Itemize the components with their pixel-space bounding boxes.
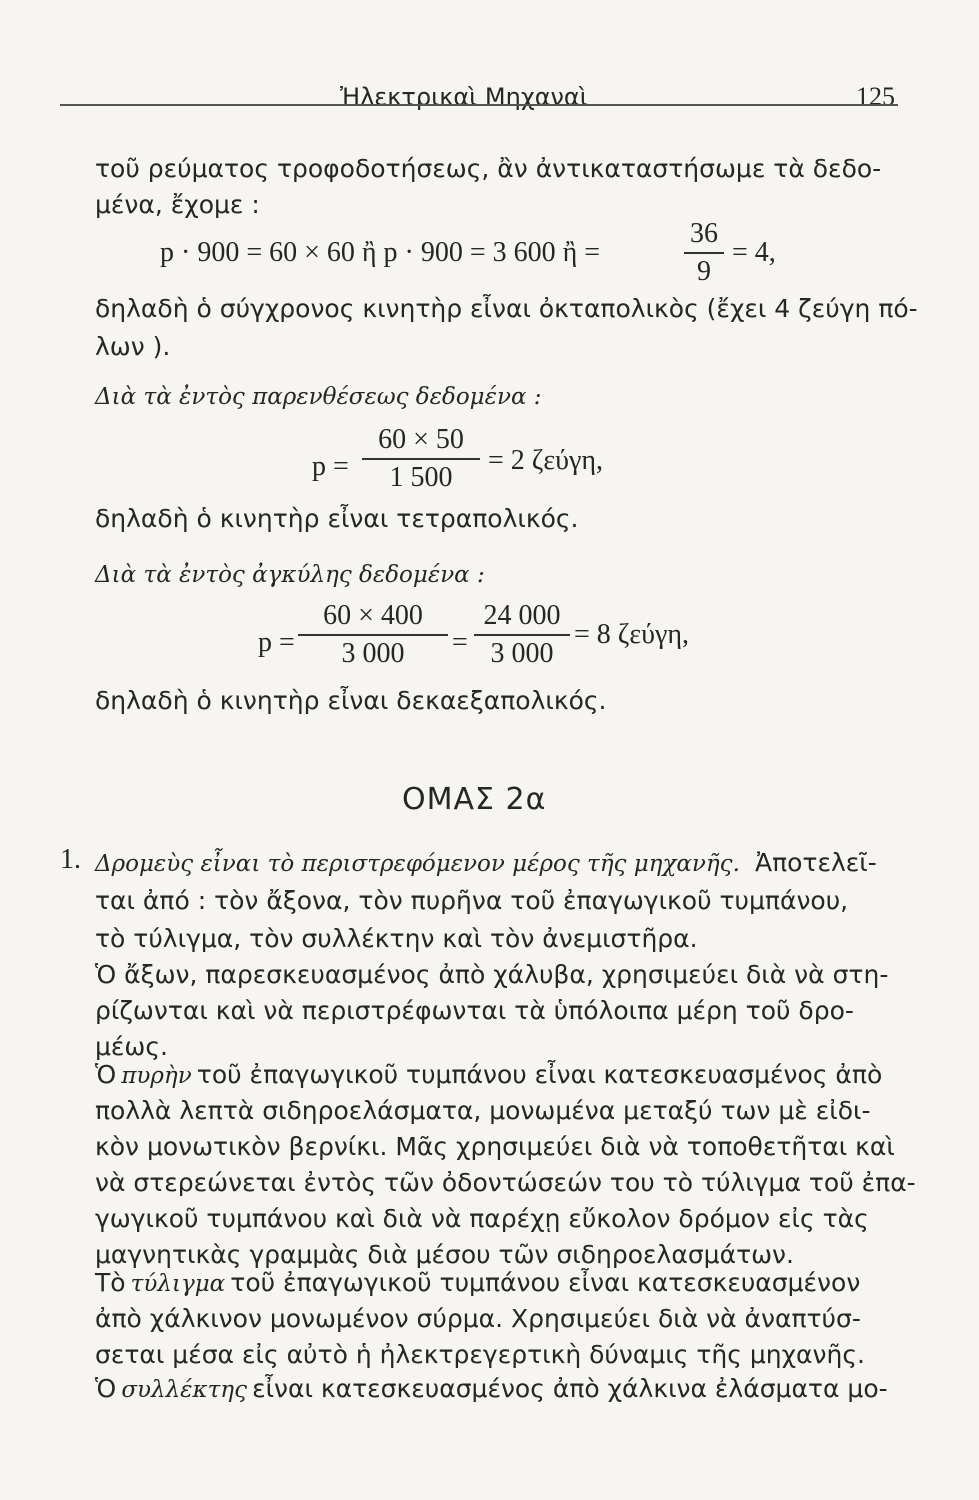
text-line: δηλαδὴ ὁ κινητὴρ εἶναι δεκαεξαπολικός. [95, 686, 607, 715]
text-line: ἀπὸ χάλκινον μονωμένον σύρμα. Χρησιμεύει διὰ νὰ ἀναπτύσ- [95, 1304, 861, 1333]
text-line: δηλαδὴ ὁ κινητὴρ εἶναι τετραπολικός. [95, 504, 579, 533]
section-intro: Διὰ τὰ ἐντὸς ἀγκύλης δεδομένα : [95, 562, 485, 588]
fraction-bar [684, 252, 724, 254]
text-span: εἶναι κατεσκευασμένος ἀπὸ χάλκινα ἐλάσματα μο- [252, 1374, 888, 1403]
text-line: γωγικοῦ τυμπάνου καὶ διὰ νὰ παρέχῃ εὔκολον δρόμον εἰς τὰς [95, 1204, 869, 1233]
text-line: σεται μέσα εἰς αὐτὸ ἡ ἠλεκτρεγερτικὴ δύναμις τῆς μηχανῆς. [95, 1340, 865, 1369]
text-line: δηλαδὴ ὁ σύγχρονος κινητὴρ εἶναι ὀκταπολικὸς (ἔχει 4 ζεύγη πό- [95, 294, 918, 323]
text-span: τοῦ ἐπαγωγικοῦ τυμπάνου εἶναι κατεσκευασμένον [230, 1268, 861, 1297]
text-line: τοῦ ρεύματος τροφοδοτήσεως, ἂν ἀντικαταστήσωμε τὰ δεδο- [95, 154, 882, 183]
text-line: μένα, ἔχομε : [95, 190, 260, 219]
fraction-bar [474, 634, 570, 636]
fraction-bar [362, 458, 480, 460]
running-header-title: Ἠλεκτρικαὶ Μηχαναὶ [340, 83, 588, 111]
paragraph-first-line [95, 1056, 882, 1094]
text-span: Ὁ [95, 1060, 117, 1089]
item-number: 1. [60, 844, 81, 875]
paragraph-first-line [95, 1370, 888, 1408]
term-definition-italic: Δρομεὺς εἶναι τὸ περιστρεφόμενον μέρος τῆς μηχανῆς. [95, 851, 740, 877]
text-line: νὰ στερεώνεται ἐντὸς τῶν ὀδοντώσεών του τὸ τύλιγμα τοῦ ἐπα- [95, 1168, 916, 1197]
text-line: ρίζωνται καὶ νὰ περιστρέφωνται τὰ ὑπόλοιπα μέρη τοῦ δρο- [95, 996, 854, 1025]
equation-1-result: = 4, [732, 237, 776, 268]
fraction-denominator: 3 000 [341, 638, 405, 669]
paragraph-first-line [95, 1264, 860, 1302]
fraction-numerator: 36 [690, 218, 718, 249]
section-intro: Διὰ τὰ ἐντὸς παρενθέσεως δεδομένα : [95, 384, 542, 410]
fraction-denominator: 3 000 [490, 638, 554, 669]
text-line: κὸν μονωτικὸν βερνίκι. Μᾶς χρησιμεύει διὰ νὰ τοποθετῆται καὶ [95, 1132, 895, 1161]
text-span: Ὁ [95, 1374, 117, 1403]
term-italic: συλλέκτης [121, 1377, 247, 1403]
text-line: μαγνητικὰς γραμμὰς διὰ μέσου τῶν σιδηροελασμάτων. [95, 1240, 794, 1269]
equation-3-fraction-1 [298, 600, 448, 670]
fraction-bar [298, 634, 448, 636]
fraction-numerator: 60 × 50 [378, 424, 464, 455]
page-number: 125 [856, 82, 895, 111]
item-first-line [95, 844, 877, 882]
term-italic: πυρὴν [121, 1063, 192, 1089]
text-span: Τὸ [95, 1268, 126, 1297]
text-line: λων ). [95, 332, 171, 361]
fraction-numerator: 24 000 [483, 600, 561, 631]
equation-3-equals: = [452, 627, 468, 658]
fraction-denominator: 9 [697, 256, 711, 287]
text-line: μέως. [95, 1032, 168, 1061]
equation-3-lhs: p = [258, 627, 295, 658]
fraction-numerator: 60 × 400 [323, 600, 423, 631]
text-span: τοῦ ἐπαγωγικοῦ τυμπάνου εἶναι κατεσκευασμένος ἀπὸ [196, 1060, 883, 1089]
equation-2-result: = 2 ζεύγη, [488, 445, 604, 476]
equation-3-result: = 8 ζεύγη, [574, 619, 690, 650]
text-line: Ὁ ἄξων, παρεσκευασμένος ἀπὸ χάλυβα, χρησιμεύει διὰ νὰ στη- [95, 960, 889, 989]
equation-3-fraction-2 [474, 600, 570, 670]
text-line: τὸ τύλιγμα, τὸν συλλέκτην καὶ τὸν ἀνεμιστῆρα. [95, 924, 698, 953]
text-span: Ἀποτελεῖ- [754, 848, 877, 877]
equation-2-fraction [362, 424, 480, 494]
term-italic: τύλιγμα [130, 1271, 226, 1297]
section-heading: ΟΜΑΣ 2α [402, 782, 547, 817]
equation-1: p · 900 = 60 × 60 ἢ p · 900 = 3 600 ἢ = [160, 237, 601, 268]
equation-1-fraction [684, 218, 724, 288]
fraction-denominator: 1 500 [389, 462, 453, 493]
header-rule [60, 104, 898, 106]
equation-2-lhs: p = [312, 451, 349, 482]
text-line: πολλὰ λεπτὰ σιδηροελάσματα, μονωμένα μεταξύ των μὲ εἰδι- [95, 1096, 871, 1125]
text-line: ται ἀπό : τὸν ἄξονα, τὸν πυρῆνα τοῦ ἐπαγωγικοῦ τυμπάνου, [95, 886, 849, 915]
